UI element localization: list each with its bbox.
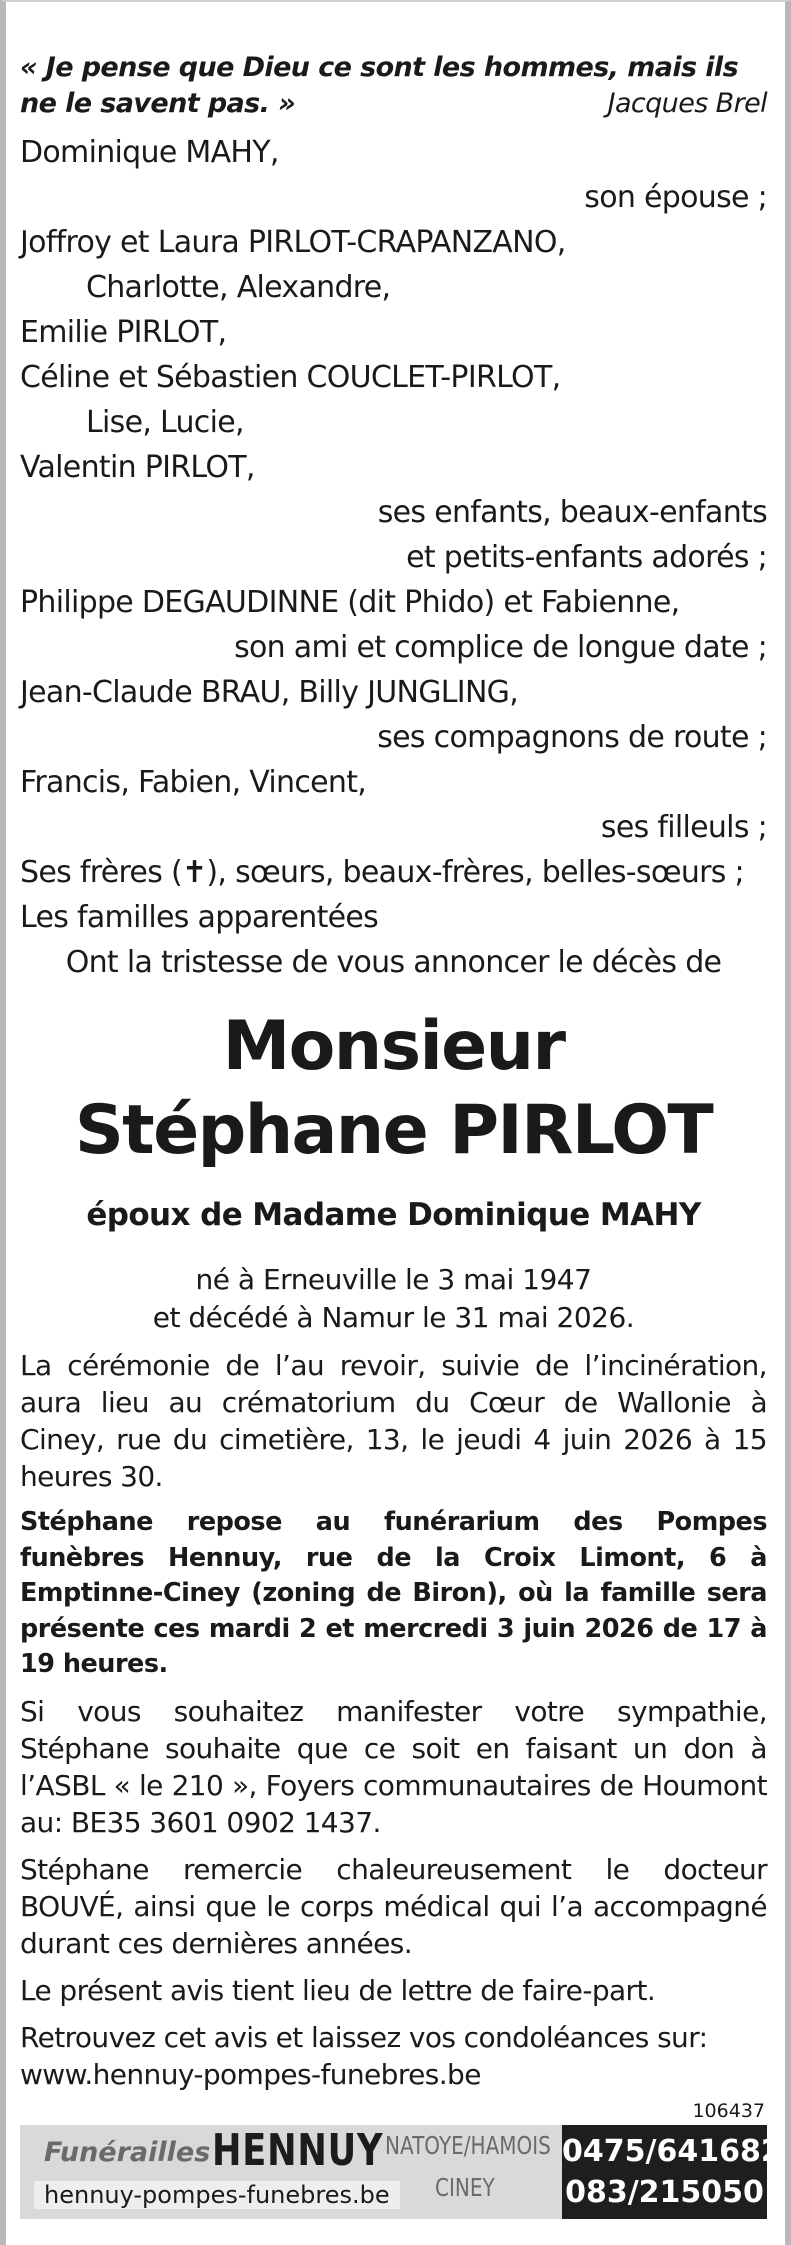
phone-landline[interactable]: 083/215050 <box>565 2175 764 2210</box>
town-label: CINEY <box>435 2173 495 2202</box>
ceremony-paragraph: La cérémonie de l’au revoir, suivie de l’incinération, aura lieu au crématorium du Cœur de Wallonie à Ciney, rue du cimetière, 13, le jeudi 4 juin 2026 à 15 heures 30. <box>20 1349 767 1493</box>
family-line: Ses frères (✝), sœurs, beaux-frères, belles-sœurs ; <box>20 855 744 890</box>
towns-label: NATOYE/HAMOIS <box>385 2131 551 2160</box>
website-link[interactable]: hennuy-pompes-funebres.be <box>34 2181 400 2209</box>
family-relation: son ami et complice de longue date ; <box>234 630 767 665</box>
family-list <box>20 130 767 985</box>
family-line: Les familles apparentées <box>20 900 379 935</box>
family-line: Dominique MAHY, <box>20 135 279 170</box>
notice-paragraph: Le présent avis tient lieu de lettre de faire-part. <box>20 1973 656 2007</box>
death-line: et décédé à Namur le 31 mai 2026. <box>152 1301 635 1334</box>
funerailles-label: Funérailles <box>44 2137 211 2168</box>
phone-box <box>562 2125 782 2219</box>
spouse-line: époux de Madame Dominique MAHY <box>86 1197 701 1233</box>
family-relation: ses compagnons de route ; <box>377 720 767 755</box>
family-line: Lise, Lucie, <box>86 405 244 440</box>
family-relation: ses enfants, beaux-enfants <box>377 495 767 530</box>
funeral-home-paragraph: Stéphane repose au funérarium des Pompes funèbres Hennuy, rue de la Croix Limont, 6 à Emptinne-Ciney (zoning de Biron), où la famille sera présente ces mardi 2 et mercredi 3 juin 2026 de 17 à 19 heures. <box>20 1507 767 1679</box>
family-line: Valentin PIRLOT, <box>20 450 255 485</box>
family-relation: ses filleuls ; <box>600 810 767 845</box>
phone-mobile[interactable]: 0475/641682 <box>562 2134 782 2169</box>
family-relation: son épouse ; <box>584 180 767 215</box>
family-line: Céline et Sébastien COUCLET-PIRLOT, <box>20 360 561 395</box>
reference-number: 106437 <box>692 2100 765 2122</box>
family-line: Joffroy et Laura PIRLOT-CRAPANZANO, <box>20 225 566 260</box>
birth-line: né à Erneuville le 3 mai 1947 <box>195 1263 592 1296</box>
family-line: Charlotte, Alexandre, <box>86 270 391 305</box>
family-relation: et petits-enfants adorés ; <box>406 540 767 575</box>
thanks-paragraph: Stéphane remercie chaleureusement le docteur BOUVÉ, ainsi que le corps médical qui l’a accompagné durant ces dernières années. <box>20 1852 767 1960</box>
family-line: Philippe DEGAUDINNE (dit Phido) et Fabienne, <box>20 585 680 620</box>
family-line: Jean-Claude BRAU, Billy JUNGLING, <box>20 675 519 710</box>
deceased-title: Monsieur <box>222 1007 565 1086</box>
deceased-name: Stéphane PIRLOT <box>74 1091 713 1170</box>
family-line: Francis, Fabien, Vincent, <box>20 765 367 800</box>
life-dates <box>20 1261 767 1337</box>
funeral-home-banner <box>20 2125 782 2219</box>
announcement-line: Ont la tristesse de vous annoncer le décès de <box>65 945 722 980</box>
deceased-heading <box>20 1005 767 1173</box>
quote-author: Jacques Brel <box>607 88 767 119</box>
funeral-home-logo-area <box>20 2125 562 2219</box>
family-line: Emilie PIRLOT, <box>20 315 227 350</box>
notice-content <box>20 50 767 2093</box>
brand-logo: HENNUY <box>212 2125 384 2176</box>
donation-paragraph: Si vous souhaitez manifester votre sympathie, Stéphane souhaite que ce soit en faisant un don à l’ASBL « le 210 », Foyers communautaires de Houmont au: BE35 3601 0902 1437. <box>20 1694 767 1839</box>
epigraph-quote <box>20 50 767 122</box>
quote-text: « Je pense que Dieu ce sont les hommes, mais ils ne le savent pas. » <box>20 52 739 119</box>
condolences-paragraph: Retrouvez cet avis et laissez vos condoléances sur: www.hennuy-pompes-funebres.be <box>20 2020 708 2091</box>
